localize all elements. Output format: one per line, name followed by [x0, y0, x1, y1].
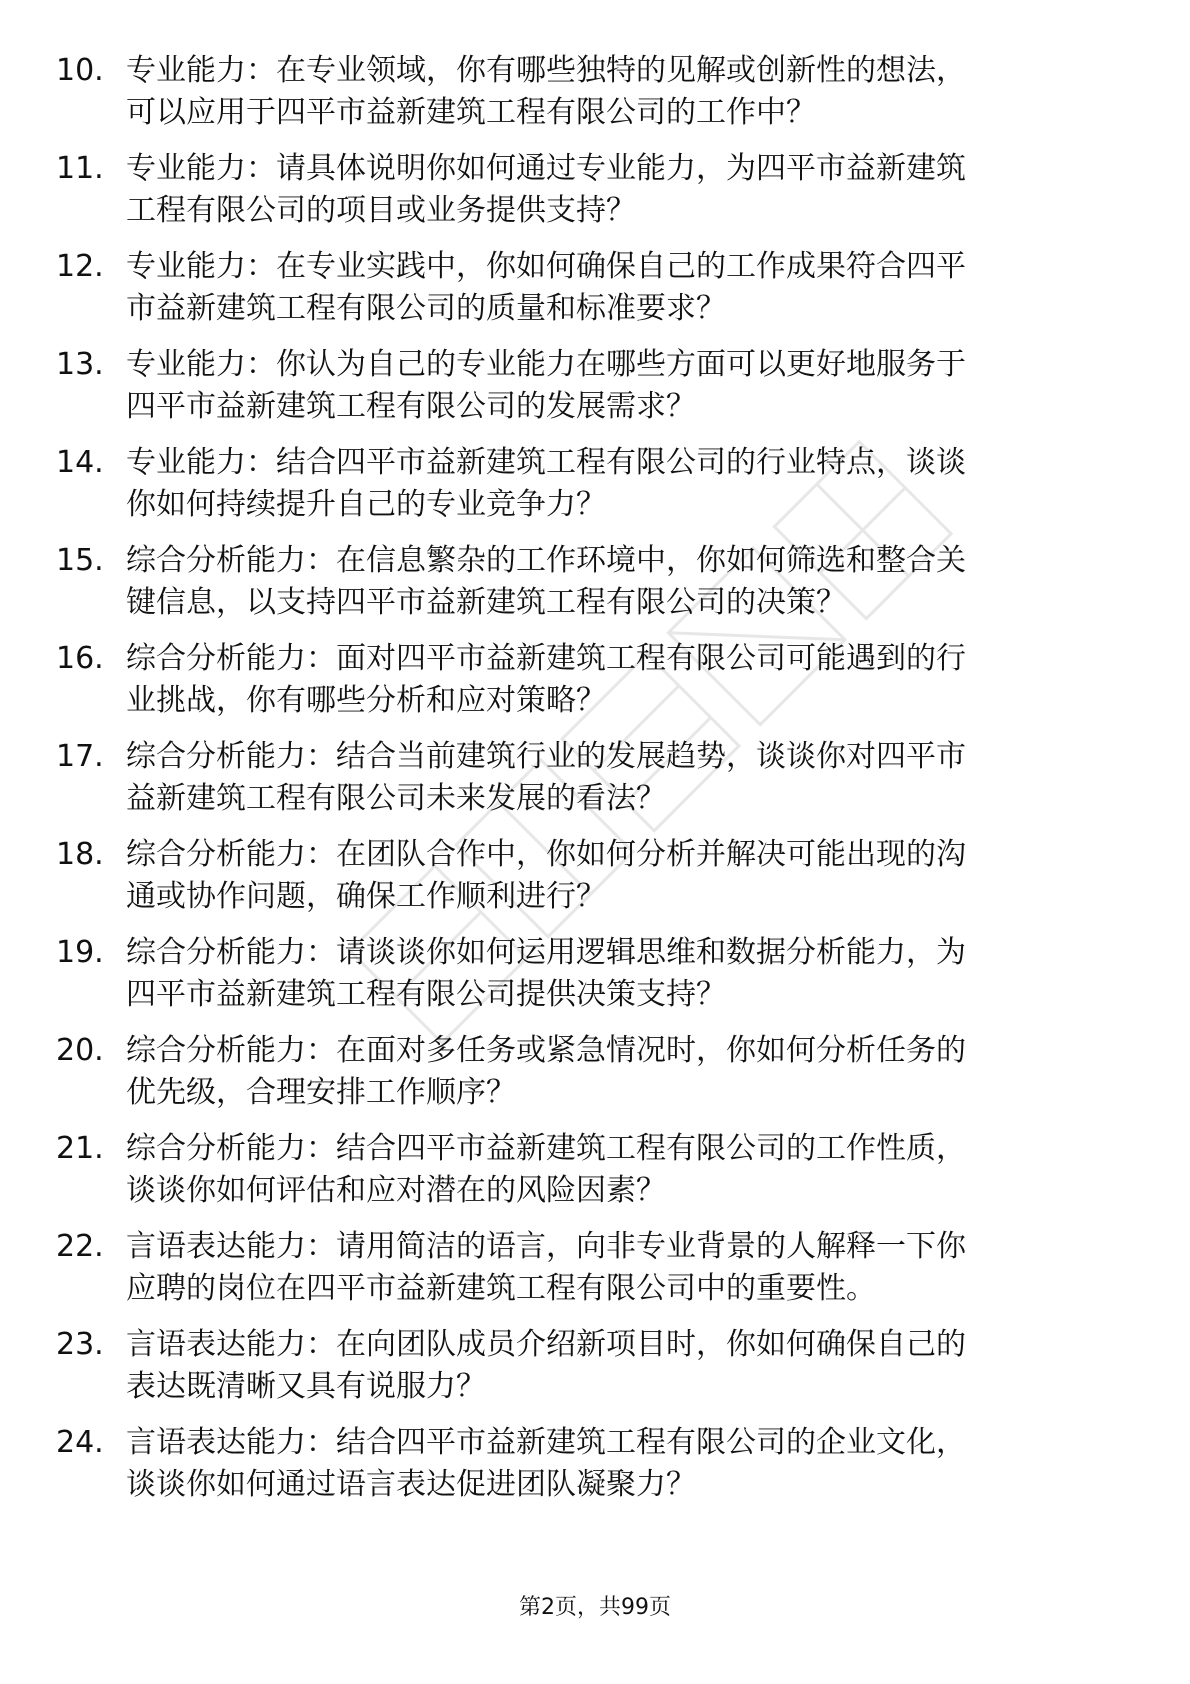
question-number: 17. — [56, 739, 104, 774]
question-number: 10. — [56, 53, 104, 88]
question-text-line: 通或协作问题，确保工作顺利进行？ — [126, 879, 606, 914]
question-text-line: 综合分析能力：面对四平市益新建筑工程有限公司可能遇到的行 — [126, 641, 966, 676]
question-number: 12. — [56, 249, 104, 284]
question-text-line: 言语表达能力：结合四平市益新建筑工程有限公司的企业文化， — [126, 1425, 966, 1460]
question-text-line: 表达既清晰又具有说服力？ — [126, 1369, 486, 1404]
question-text-line: 专业能力：请具体说明你如何通过专业能力，为四平市益新建筑 — [126, 151, 966, 186]
question-item — [0, 540, 1190, 640]
question-text-line: 专业能力：结合四平市益新建筑工程有限公司的行业特点，谈谈 — [126, 445, 966, 480]
question-item — [0, 1226, 1190, 1326]
question-text-line: 四平市益新建筑工程有限公司的发展需求？ — [126, 389, 696, 424]
question-text-line: 综合分析能力：在面对多任务或紧急情况时，你如何分析任务的 — [126, 1033, 966, 1068]
question-number: 11. — [56, 151, 104, 186]
question-text-line: 综合分析能力：结合当前建筑行业的发展趋势，谈谈你对四平市 — [126, 739, 966, 774]
question-text-line: 专业能力：在专业领域，你有哪些独特的见解或创新性的想法， — [126, 53, 966, 88]
question-text-line: 四平市益新建筑工程有限公司提供决策支持？ — [126, 977, 726, 1012]
question-item — [0, 246, 1190, 346]
question-text-line: 专业能力：你认为自己的专业能力在哪些方面可以更好地服务于 — [126, 347, 966, 382]
question-text-line: 键信息，以支持四平市益新建筑工程有限公司的决策？ — [126, 585, 846, 620]
question-text-line: 益新建筑工程有限公司未来发展的看法？ — [126, 781, 666, 816]
question-text-line: 谈谈你如何评估和应对潜在的风险因素？ — [126, 1173, 666, 1208]
question-text-line: 业挑战，你有哪些分析和应对策略？ — [126, 683, 606, 718]
question-number: 16. — [56, 641, 104, 676]
question-item — [0, 736, 1190, 836]
question-text-line: 专业能力：在专业实践中，你如何确保自己的工作成果符合四平 — [126, 249, 966, 284]
question-text-line: 综合分析能力：结合四平市益新建筑工程有限公司的工作性质， — [126, 1131, 966, 1166]
question-item — [0, 344, 1190, 444]
question-item — [0, 834, 1190, 934]
question-text-line: 综合分析能力：请谈谈你如何运用逻辑思维和数据分析能力，为 — [126, 935, 966, 970]
question-text-line: 可以应用于四平市益新建筑工程有限公司的工作中？ — [126, 95, 816, 130]
question-text-line: 应聘的岗位在四平市益新建筑工程有限公司中的重要性。 — [126, 1271, 876, 1306]
question-text-line: 综合分析能力：在信息繁杂的工作环境中，你如何筛选和整合关 — [126, 543, 966, 578]
question-number: 13. — [56, 347, 104, 382]
question-number: 23. — [56, 1327, 104, 1362]
question-item — [0, 442, 1190, 542]
question-item — [0, 932, 1190, 1032]
question-text-line: 工程有限公司的项目或业务提供支持？ — [126, 193, 636, 228]
question-text-line: 谈谈你如何通过语言表达促进团队凝聚力？ — [126, 1467, 696, 1502]
question-number: 24. — [56, 1425, 104, 1460]
question-number: 21. — [56, 1131, 104, 1166]
question-number: 19. — [56, 935, 104, 970]
question-text-line: 你如何持续提升自己的专业竞争力？ — [126, 487, 606, 522]
question-item — [0, 1324, 1190, 1424]
question-number: 15. — [56, 543, 104, 578]
question-item — [0, 1128, 1190, 1228]
question-number: 22. — [56, 1229, 104, 1264]
question-text-line: 市益新建筑工程有限公司的质量和标准要求？ — [126, 291, 726, 326]
question-text-line: 言语表达能力：请用简洁的语言，向非专业背景的人解释一下你 — [126, 1229, 966, 1264]
question-item — [0, 1422, 1190, 1522]
question-number: 14. — [56, 445, 104, 480]
question-item — [0, 148, 1190, 248]
page-footer: 第2页，共99页 — [519, 1595, 671, 1620]
question-item — [0, 1030, 1190, 1130]
question-item — [0, 638, 1190, 738]
question-text-line: 综合分析能力：在团队合作中，你如何分析并解决可能出现的沟 — [126, 837, 966, 872]
question-item — [0, 50, 1190, 150]
question-text-line: 优先级，合理安排工作顺序？ — [126, 1075, 516, 1110]
question-number: 18. — [56, 837, 104, 872]
question-text-line: 言语表达能力：在向团队成员介绍新项目时，你如何确保自己的 — [126, 1327, 966, 1362]
question-number: 20. — [56, 1033, 104, 1068]
